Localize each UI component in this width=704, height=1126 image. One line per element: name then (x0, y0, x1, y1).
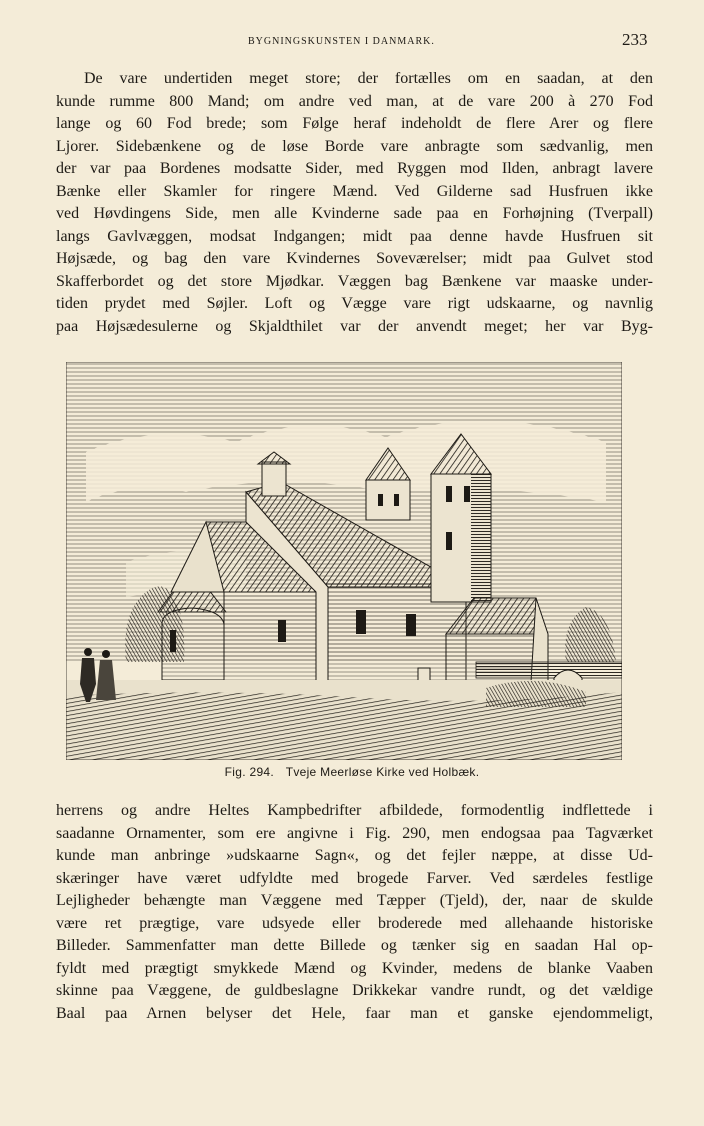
text-line: kunde rumme 800 Mand; om andre ved man, at de vare 200 à 270 Fod (56, 92, 653, 110)
text-line: fyldt med prægtigt smykkede Mænd og Kvinder, medens de blanke Vaaben (56, 959, 653, 977)
text-line: lange og 60 Fod brede; som Følge heraf indeholdt de flere Arer og flere (56, 115, 653, 132)
bottom-paragraph (56, 800, 653, 1025)
text-line: saadanne Ornamenter, som ere angivne i Fig. 290, men endogsaa paa Tagværket (56, 824, 653, 842)
text-line: kunde man anbringe »udskaarne Sagn«, og det fejler næppe, at disse Ud- (56, 847, 653, 864)
text-line: Bænke eller Skamler for ringere Mænd. Ved Gilderne sad Husfruen ikke (56, 182, 653, 200)
figure-caption (0, 765, 704, 779)
text-line: langs Gavlvæggen, modsat Indgangen; midt paa denne havde Husfruen sit (56, 227, 653, 245)
text-line: Ljorer. Sidebænkene og de løse Borde vare anbragte som sædvanlig, men (56, 137, 653, 155)
text-line: skæringer have været udfyldte med brogede Farver. Ved særdeles festlige (56, 869, 653, 887)
text-line: Baal paa Arnen belyser det Hele, faar man et ganske ejendommeligt, (56, 1004, 653, 1022)
text-line: skinne paa Væggene, de guldbeslagne Drikkekar vandre rundt, og det vældige (56, 982, 653, 999)
text-line: paa Højsædesulerne og Skjaldthilet var der anvendt meget; her var Byg- (56, 317, 653, 335)
text-line: ved Høvdingens Side, men alle Kvinderne sade paa en Forhøjning (Tverpall) (56, 205, 653, 222)
text-line: herrens og andre Heltes Kampbedrifter afbildede, formodentlig indflettede i (56, 802, 653, 819)
text-line: Højsæde, og bag den vare Kvindernes Soveværelser; midt paa Gulvet stod (56, 250, 653, 267)
running-title: BYGNINGSKUNSTEN I DANMARK. (248, 36, 435, 47)
text-line: være ret prægtige, vare udsyede eller broderede med allehaande historiske (56, 914, 653, 932)
text-line: De vare undertiden meget store; der fortælles om en saadan, at den (84, 70, 653, 87)
page-number: 233 (622, 30, 648, 49)
text-line: Billeder. Sammenfatter man dette Billede og tænker sig en saadan Hal op- (56, 937, 653, 954)
text-line: Lejligheder behængte man Væggene med Tæpper (Tjeld), der, naar de skulde (56, 892, 653, 909)
figure-number: Fig. 294. (224, 765, 275, 779)
figure-title: Tveje Meerløse Kirke ved Holbæk. (285, 765, 480, 779)
text-line: Skafferbordet og det store Mjødkar. Væggen bag Bænkene var maaske under- (56, 272, 653, 290)
top-paragraph (56, 68, 653, 338)
text-line: der var paa Bordenes modsatte Sider, med Ryggen mod Ilden, anbragt lavere (56, 160, 653, 177)
text-line: tiden prydet med Søjler. Loft og Vægge vare rigt udskaarne, og navnlig (56, 295, 653, 312)
church-engraving (66, 362, 622, 760)
